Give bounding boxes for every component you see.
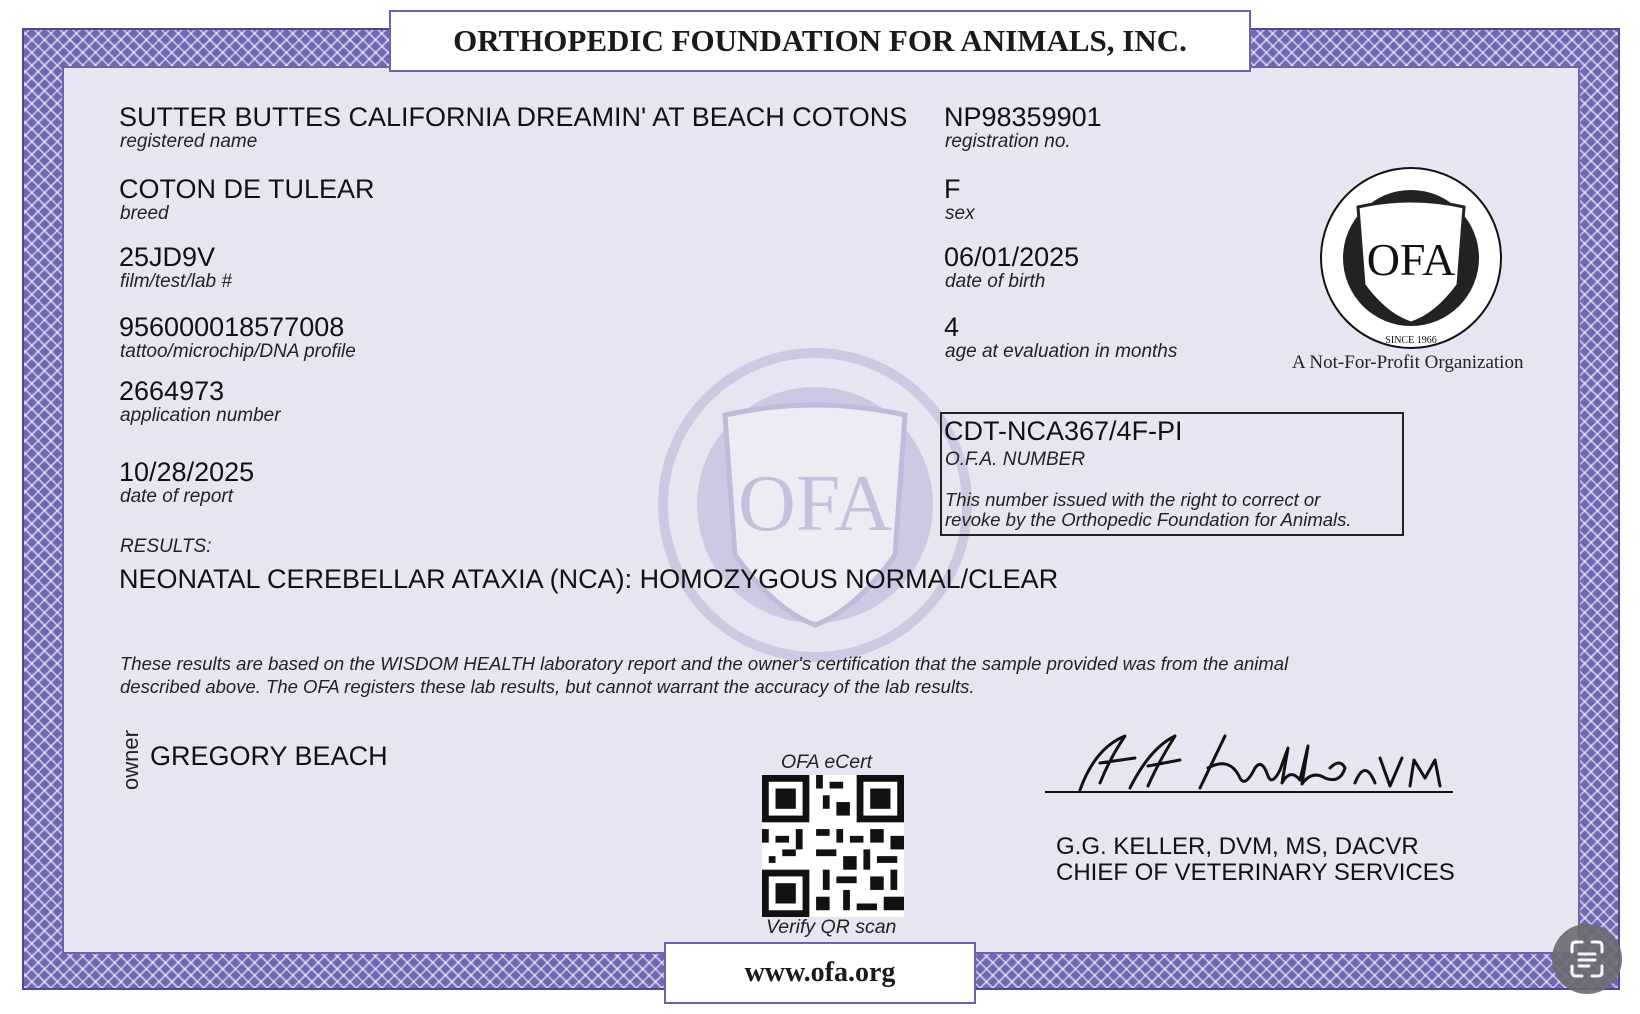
signatory-title: CHIEF OF VETERINARY SERVICES: [1056, 859, 1455, 886]
date-of-report-label: date of report: [120, 486, 234, 507]
sex-value: F: [944, 174, 961, 204]
disclaimer-line1: These results are based on the WISDOM HEALTH laboratory report and the owner's certification that the sample provided was from the animal: [120, 653, 1289, 674]
website-link[interactable]: www.ofa.org: [664, 942, 976, 1004]
signature-line: [1045, 791, 1453, 793]
sex-label: sex: [945, 203, 975, 224]
results-value: NEONATAL CEREBELLAR ATAXIA (NCA): HOMOZYGOUS NORMAL/CLEAR: [119, 564, 1059, 594]
date-of-birth-label: date of birth: [945, 271, 1046, 292]
svg-text:OFA: OFA: [737, 460, 893, 548]
document-scan-icon: [1552, 924, 1622, 994]
breed-value: COTON DE TULEAR: [119, 174, 375, 204]
breed-label: breed: [120, 203, 169, 224]
application-number-label: application number: [120, 405, 281, 426]
signature-image: [1040, 728, 1460, 798]
disclaimer-line2: described above. The OFA registers these lab results, but cannot warrant the accuracy of the lab results.: [120, 676, 975, 697]
ofa-number-note-line1: This number issued with the right to correct or: [945, 489, 1321, 510]
ofa-number-value: CDT-NCA367/4F-PI: [944, 416, 1183, 446]
document-scan-button[interactable]: [1552, 924, 1622, 994]
microchip-value: 956000018577008: [119, 312, 345, 342]
age-months-label: age at evaluation in months: [945, 341, 1178, 362]
qr-code-icon[interactable]: [762, 775, 904, 917]
signatory-name: G.G. KELLER, DVM, MS, DACVR: [1056, 833, 1419, 860]
ecert-caption: Verify QR scan: [766, 916, 897, 938]
owner-label: owner: [118, 730, 143, 790]
seal-caption: A Not-For-Profit Organization: [1292, 352, 1524, 373]
date-of-birth-value: 06/01/2025: [944, 242, 1080, 272]
film-test-lab-value: 25JD9V: [119, 242, 216, 272]
registration-no-value: NP98359901: [944, 102, 1102, 132]
application-number-value: 2664973: [119, 376, 225, 406]
owner-name: GREGORY BEACH: [150, 741, 388, 771]
ofa-number-label: O.F.A. NUMBER: [945, 449, 1086, 470]
registration-no-label: registration no.: [945, 131, 1071, 152]
date-of-report-value: 10/28/2025: [119, 457, 255, 487]
microchip-label: tattoo/microchip/DNA profile: [120, 341, 356, 362]
film-test-lab-label: film/test/lab #: [120, 271, 232, 292]
ofa-seal-icon: [1318, 165, 1504, 351]
certificate-title: ORTHOPEDIC FOUNDATION FOR ANIMALS, INC.: [389, 10, 1251, 72]
svg-text:SINCE 1966: SINCE 1966: [1385, 335, 1437, 346]
svg-text:OFA: OFA: [1366, 234, 1456, 285]
registered-name-label: registered name: [120, 131, 258, 152]
ecert-title: OFA eCert: [781, 751, 873, 773]
registered-name-value: SUTTER BUTTES CALIFORNIA DREAMIN' AT BEACH COTONS: [119, 102, 908, 132]
results-label: RESULTS:: [120, 536, 212, 557]
ofa-number-note-line2: revoke by the Orthopedic Foundation for Animals.: [945, 509, 1352, 530]
age-months-value: 4: [944, 312, 960, 342]
ofa-watermark-icon: [655, 345, 975, 665]
